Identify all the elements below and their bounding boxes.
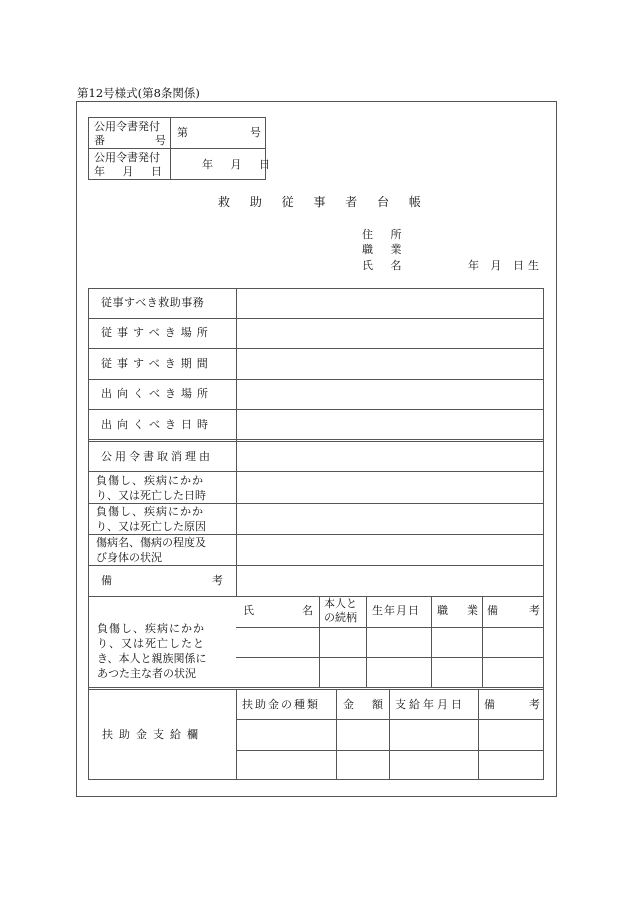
row-label: 負傷し、疾病にかか [96,474,204,487]
col-relation: 本人と [324,597,357,610]
col-support-remarks: 備 [484,698,495,711]
col-support-type: 扶助金の種類 [242,698,320,711]
row-label: 従事すべき期間 [101,357,213,370]
page-title: 救 助 従 事 者 台 帳 [218,195,429,209]
row-label: 出向くべき日時 [101,418,213,431]
col-amount: 金 [343,698,354,711]
col-remarks: 備 [487,604,498,617]
family-label: 負傷し、疾病にかか [97,622,205,635]
col-payment-date: 支給年月日 [395,698,465,711]
number-value: 第 [177,126,188,139]
number-label: 公用令書発付 [94,120,160,133]
row-label: 傷病名、傷病の程度及 [96,536,206,549]
name-label: 氏 名 [362,259,409,272]
row-label: 出向くべき場所 [101,387,213,400]
date-value: 年 月 日 [202,158,277,171]
date-label: 公用令書発付 [94,151,160,164]
col-occupation: 職 [437,604,448,617]
row-label: 従事すべき場所 [101,326,213,339]
remarks-label: 備 [101,574,112,587]
support-label: 扶助金支給欄 [102,728,204,741]
col-birth: 生年月日 [372,604,420,617]
row-label: 負傷し、疾病にかか [96,505,204,518]
birth-label: 年 月 日生 [468,259,543,272]
occupation-label: 職 業 [362,243,409,256]
row-label: 従事すべき救助事務 [101,296,205,309]
address-label: 住 所 [362,228,409,241]
form-number: 第12号様式(第8条関係) [77,86,200,100]
col-name: 氏 [243,604,254,617]
row-label: 公用令書取消理由 [101,450,213,463]
